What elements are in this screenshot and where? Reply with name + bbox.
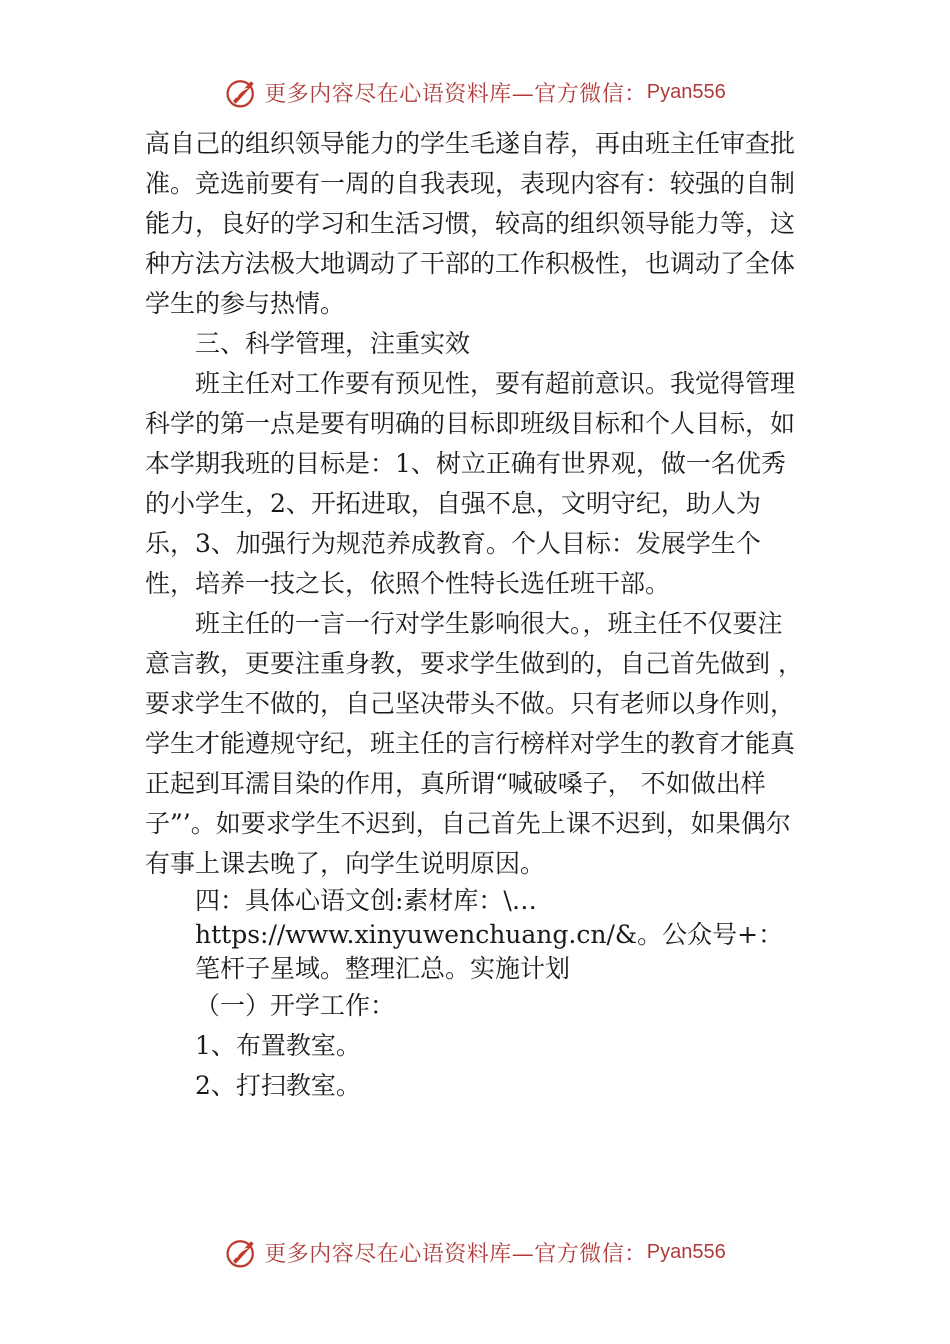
watermark-text: 更多内容尽在心语资料库—官方微信： [264, 81, 647, 107]
footer-watermark [0, 1230, 950, 1274]
pen-logo-icon [224, 74, 260, 110]
document-body [145, 124, 805, 1106]
list-item-1: 1、布置教室。 [195, 1031, 361, 1060]
watermark-wechat-id: Pyan556 [646, 80, 726, 103]
paragraph-1: 高自己的组织领导能力的学生毛遂自荐，再由班主任审查批准。竞选前要有一周的自我表现，表现内容有：较强的自制能力，良好的学习和生活习惯，较高的组织领导能力等，这种方法方法极大地调动了干部的工作积极性，也调动了全体学生的参与热情。 [145, 129, 796, 318]
pen-logo-icon [224, 1234, 260, 1270]
watermark-wechat-id: Pyan556 [646, 1240, 726, 1263]
list-item-2: 2、打扫教室。 [195, 1071, 361, 1100]
subsection-heading: （一）开学工作： [195, 991, 396, 1020]
paragraph-3: 班主任的一言一行对学生影响很大。，班主任不仅要注意言教，更要注重身教，要求学生做到的，自己首先做到 ，要求学生不做的，自己坚决带头不做。只有老师以身作则，学生才能遵规守纪，班主任的言行榜样对学生的教育才能真正起到耳濡目染的作用，真所谓“喊破嗓子， 不如做出样子”’。如要求学生不迟到，自己首先上课不迟到，如果偶尔有事上课去晚了，向学生说明原因。 [145, 609, 803, 878]
section-heading-4: 四：具体心语文创:素材库：\…https://www.xinyuwenchuang.cn/&。公众号+：笔杆子星域。整理汇总。实施计划 [195, 886, 784, 983]
header-watermark [0, 70, 950, 114]
section-heading-3: 三、科学管理，注重实效 [195, 329, 471, 358]
watermark-text: 更多内容尽在心语资料库—官方微信： [264, 1241, 647, 1267]
paragraph-2: 班主任对工作要有预见性，要有超前意识。我觉得管理科学的第一点是要有明确的目标即班级目标和个人目标，如本学期我班的目标是：1、树立正确有世界观，做一名优秀的小学生，2、开拓进取，自强不息，文明守纪，助人为乐，3、加强行为规范养成教育。个人目标：发展学生个性，培养一技之长，依照个性特长选任班干部。 [145, 369, 796, 598]
